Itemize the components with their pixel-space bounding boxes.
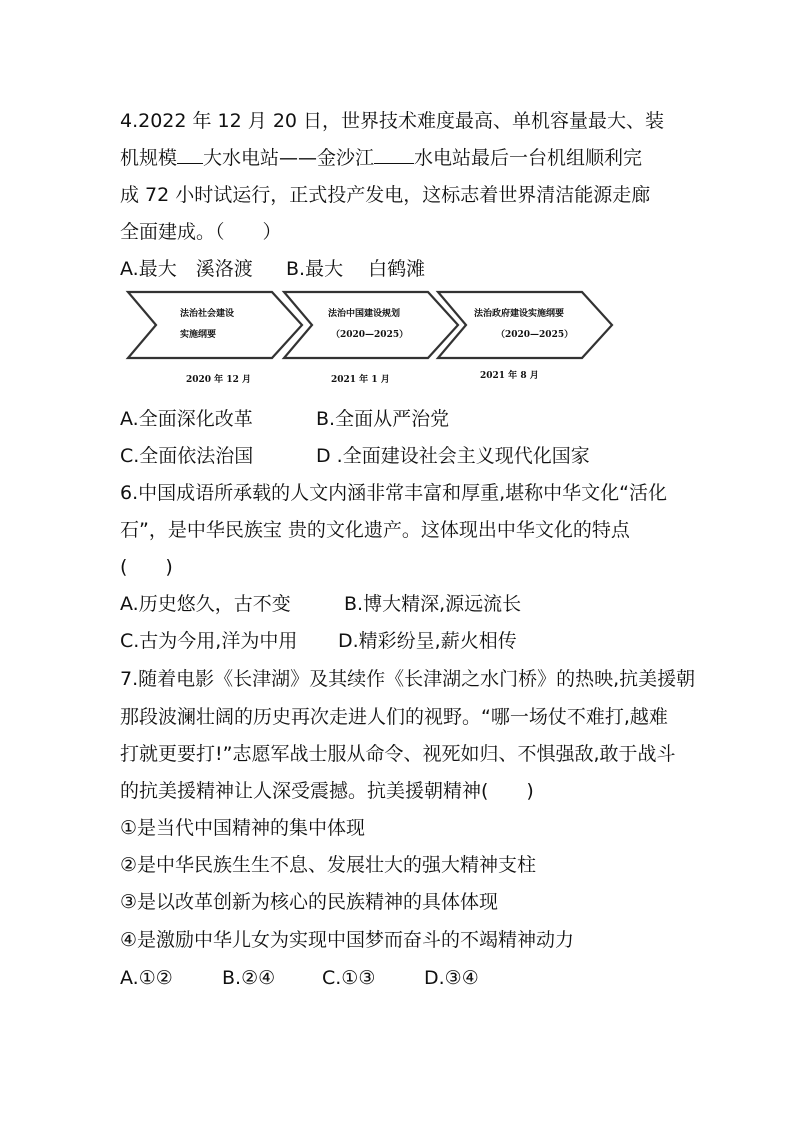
diagram-step-3-title: 法治政府建设实施纲要 <box>474 309 565 319</box>
q5-option-b[interactable]: B.全面从严治党 <box>316 408 450 430</box>
q4-line-4: 全面建成。（ ） <box>120 221 282 243</box>
q7-options <box>120 965 479 991</box>
q7-statement-3: ③是以改革创新为核心的民族精神的具体体现 <box>120 891 499 913</box>
q6-options-row-1 <box>120 591 521 617</box>
chevron-arrow-shape <box>284 292 458 358</box>
q7-option-b[interactable]: B.②④ <box>222 967 276 989</box>
q4-line-1: 4.2022 年 12 月 20 日，世界技术难度最高、单机容量最大、装 <box>120 110 665 132</box>
diagram-step-3-subtitle: （2020—2025） <box>496 330 574 340</box>
chevron-arrow-shape <box>128 292 302 358</box>
diagram-step-1-title: 法治社会建设 <box>180 309 235 319</box>
q7-statement-2: ②是中华民族生生不息、发展壮大的强大精神支柱 <box>120 854 537 876</box>
q4-option-b[interactable]: B.最大 白鹤滩 <box>286 258 426 280</box>
q7-statement-1: ①是当代中国精神的集中体现 <box>120 817 366 839</box>
q7-statement-4: ④是激励中华儿女为实现中国梦而奋斗的不竭精神动力 <box>120 929 575 951</box>
q4-line-2-part-a: 机规模 <box>120 147 178 169</box>
q4-blank-2 <box>374 145 414 164</box>
diagram-step-1-date: 2020 年 12 月 <box>186 375 251 385</box>
process-diagram <box>124 288 624 386</box>
q7-line-4: 的抗美援精神让人深受震撼。抗美援朝精神( ) <box>120 780 534 802</box>
diagram-step-3-date: 2021 年 8 月 <box>480 371 539 381</box>
diagram-step-1 <box>128 292 302 385</box>
q4-options <box>120 256 425 282</box>
q7-line-1: 7.随着电影《长津湖》及其续作《长津湖之水门桥》的热映,抗美援朝 <box>120 668 696 690</box>
q6-line-3: ( ) <box>120 556 173 578</box>
q4-blank-1 <box>177 145 203 164</box>
diagram-step-2-date: 2021 年 1 月 <box>331 375 390 385</box>
q4-line-2-part-b: 大水电站——金沙江 <box>203 147 375 169</box>
chevron-arrow-shape <box>438 292 612 358</box>
diagram-step-2-subtitle: （2020—2025） <box>331 330 409 340</box>
q4-line-3: 成 72 小时试运行，正式投产发电，这标志着世界清洁能源走廊 <box>120 184 651 206</box>
diagram-step-1-subtitle: 实施纲要 <box>180 330 217 340</box>
diagram-step-3 <box>438 292 612 381</box>
q5-options-row-1 <box>120 406 449 432</box>
q6-line-1: 6.中国成语所承载的人文内涵非常丰富和厚重,堪称中华文化“活化 <box>120 482 668 504</box>
q7-line-3: 打就更要打!”志愿军战士服从命令、视死如归、不惧强敌,敢于战斗 <box>120 743 676 765</box>
q7-line-2: 那段波澜壮阔的历史再次走进人们的视野。“哪一场仗不难打,越难 <box>120 706 668 728</box>
q5-option-c[interactable]: C.全面依法治国 <box>120 445 254 467</box>
q6-option-b[interactable]: B.博大精深,源远流长 <box>344 593 522 615</box>
q6-option-a[interactable]: A.历史悠久，古不变 <box>120 593 291 615</box>
q7-option-a[interactable]: A.①② <box>120 967 173 989</box>
q5-option-d[interactable]: D .全面建设社会主义现代化国家 <box>316 445 590 467</box>
q5-options-row-2 <box>120 443 590 469</box>
q6-line-2: 石”，是中华民族宝 贵的文化遗产。这体现出中华文化的特点 <box>120 519 630 541</box>
diagram-step-2 <box>284 292 458 385</box>
q4-line-2-part-c: 水电站最后一台机组顺利完 <box>414 147 643 169</box>
q6-option-d[interactable]: D.精彩纷呈,薪火相传 <box>338 630 517 652</box>
q5-option-a[interactable]: A.全面深化改革 <box>120 408 253 430</box>
q6-option-c[interactable]: C.古为今用,洋为中用 <box>120 630 298 652</box>
q4-option-a[interactable]: A.最大 溪洛渡 <box>120 258 253 280</box>
q6-options-row-2 <box>120 628 517 654</box>
diagram-step-2-title: 法治中国建设规划 <box>328 309 401 319</box>
q4-line-2 <box>120 145 642 171</box>
q7-option-d[interactable]: D.③④ <box>424 967 479 989</box>
q7-option-c[interactable]: C.①③ <box>322 967 376 989</box>
